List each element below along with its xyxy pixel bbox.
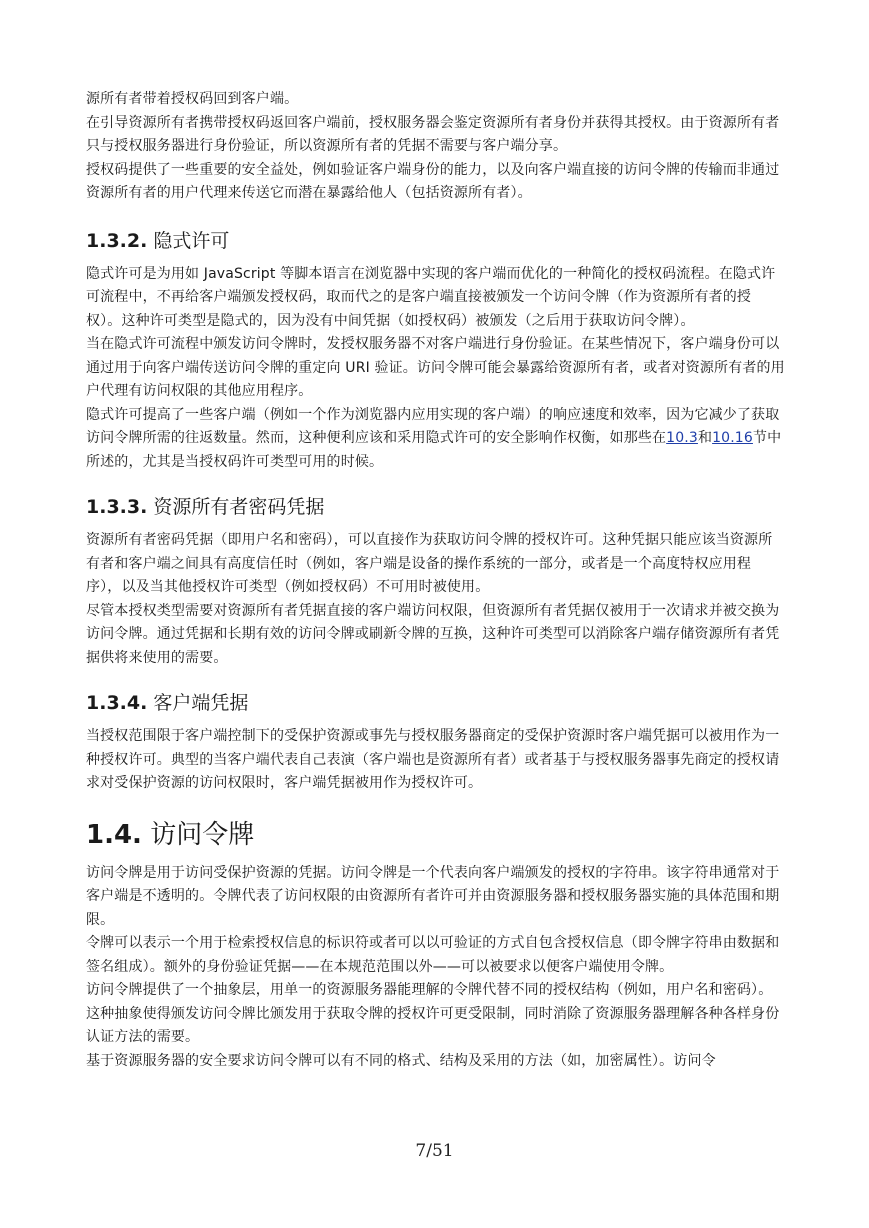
section-heading-access-token	[86, 818, 786, 852]
section-title: 客户端凭据	[153, 692, 249, 714]
section-heading-password-credentials	[86, 494, 786, 520]
section-heading-client-credentials	[86, 690, 786, 716]
paragraph: 隐式许可是为用如 JavaScript 等脚本语言在浏览器中实现的客户端而优化的一种简化的授权码流程。在隐式许可流程中，不再给客户端颁发授权码，取而代之的是客户端直接被颁发一个访问令牌（作为资源所有者的授权）。这种许可类型是隐式的，因为没有中间凭据（如授权码）被颁发（之后用于获取访问令牌）。	[86, 265, 776, 329]
section-link-10-16[interactable]: 10.16	[712, 430, 753, 446]
paragraph: 基于资源服务器的安全要求访问令牌可以有不同的格式、结构及采用的方法（如，加密属性）。访问令	[86, 1052, 716, 1069]
section-heading-implicit-grant	[86, 228, 786, 254]
paragraph-text: 隐式许可提高了一些客户端（例如一个作为浏览器内应用实现的客户端）的响应速度和效率，因为它减少了获取访问令牌所需的往返数量。然而，这种便利应该和采用隐式许可的安全影响作权衡，如那些在	[86, 406, 780, 446]
document-page	[86, 88, 786, 1073]
paragraph: 源所有者带着授权码回到客户端。	[86, 91, 299, 107]
paragraph: 访问令牌提供了一个抽象层，用单一的资源服务器能理解的令牌代替不同的授权结构（例如，用户名和密码）。这种抽象使得颁发访问令牌比颁发用于获取令牌的授权许可更受限制，同时消除了资源服务器理解各种各样身份认证方法的需要。	[86, 982, 780, 1045]
paragraph: 在引导资源所有者携带授权码返回客户端前，授权服务器会鉴定资源所有者身份并获得其授权。由于资源所有者只与授权服务器进行身份验证，所以资源所有者的凭据不需要与客户端分享。	[86, 114, 780, 154]
section-link-10-3[interactable]: 10.3	[666, 430, 698, 446]
section-title: 访问令牌	[150, 819, 255, 850]
paragraph: 令牌可以表示一个用于检索授权信息的标识符或者可以以可验证的方式自包含授权信息（即令牌字符串由数据和签名组成）。额外的身份验证凭据——在本规范范围以外——可以被要求以便客户端使用令牌。	[86, 935, 780, 975]
section-number: 1.4.	[86, 819, 142, 850]
section-number: 1.3.2.	[86, 229, 148, 252]
paragraph: 资源所有者密码凭据（即用户名和密码），可以直接作为获取访问令牌的授权许可。这种凭据只能应该当资源所有者和客户端之间具有高度信任时（例如，客户端是设备的操作系统的一部分，或者是一个高度特权应用程序），以及当其他授权许可类型（例如授权码）不可用时被使用。	[86, 532, 773, 595]
paragraph-text: 节中所述的，尤其是当授权码许可类型可用的时候。	[86, 430, 782, 470]
section-title: 资源所有者密码凭据	[153, 496, 325, 518]
page-number: 7/51	[415, 1141, 454, 1161]
paragraph: 访问令牌是用于访问受保护资源的凭据。访问令牌是一个代表向客户端颁发的授权的字符串。该字符串通常对于客户端是不透明的。令牌代表了访问权限的由资源所有者许可并由资源服务器和授权服务器实施的具体范围和期限。	[86, 864, 780, 928]
section-number: 1.3.3.	[86, 496, 148, 518]
section-number: 1.3.4.	[86, 692, 148, 714]
paragraph: 授权码提供了一些重要的安全益处，例如验证客户端身份的能力，以及向客户端直接的访问令牌的传输而非通过资源所有者的用户代理来传送它而潜在暴露给他人（包括资源所有者）。	[86, 161, 780, 201]
paragraph	[86, 404, 786, 475]
paragraph-text: 和	[697, 430, 713, 446]
section-title: 隐式许可	[153, 229, 230, 252]
paragraph: 当在隐式许可流程中颁发访问令牌时，发授权服务器不对客户端进行身份验证。在某些情况下，客户端身份可以通过用于向客户端传送访问令牌的重定向 URI 验证。访问令牌可能会暴露给资源所有者，或者对资源所有者的用户代理有访问权限的其他应用程序。	[86, 336, 785, 399]
paragraph: 尽管本授权类型需要对资源所有者凭据直接的客户端访问权限，但资源所有者凭据仅被用于一次请求并被交换为访问令牌。通过凭据和长期有效的访问令牌或刷新令牌的互换，这种许可类型可以消除客户端存储资源所有者凭据供将来使用的需要。	[86, 602, 780, 666]
paragraph: 当授权范围限于客户端控制下的受保护资源或事先与授权服务器商定的受保护资源时客户端凭据可以被用作为一种授权许可。典型的当客户端代表自己表演（客户端也是资源所有者）或者基于与授权服务器事先商定的授权请求对受保护资源的访问权限时，客户端凭据被用作为授权许可。	[86, 728, 780, 791]
